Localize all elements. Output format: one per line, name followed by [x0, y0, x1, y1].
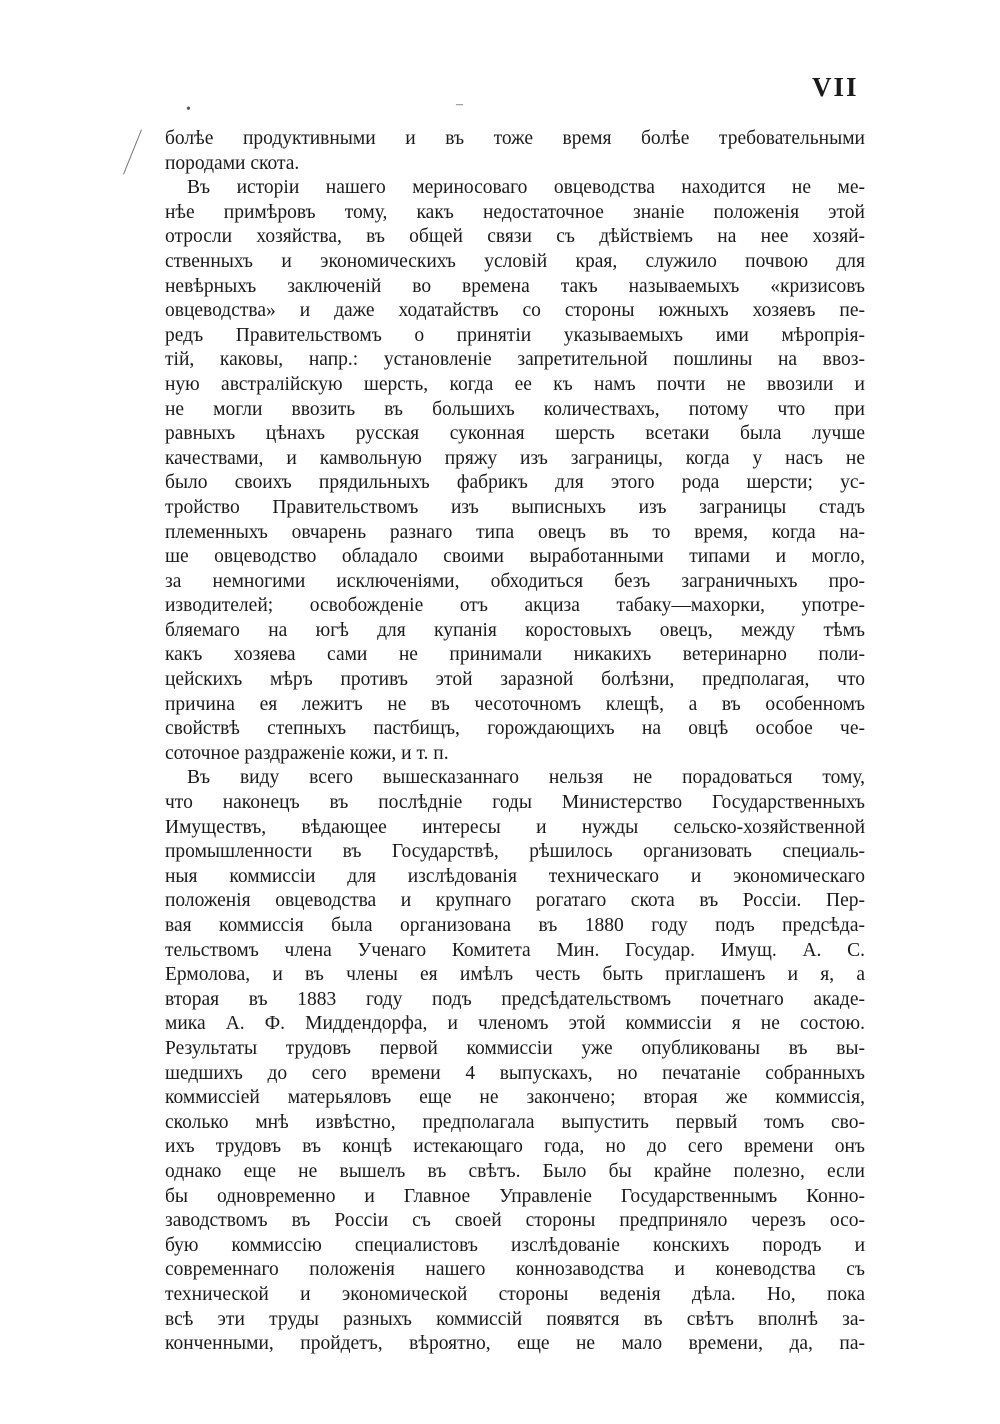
text-line: невѣрныхъ заключеній во времена такъ называемыхъ «кризисовъ: [165, 275, 865, 297]
text-line: ныя коммиссіи для изслѣдованія техническаго и экономическаго: [165, 865, 865, 887]
text-line: шедшихъ до сего времени 4 выпускахъ, но печатаніе собранныхъ: [165, 1062, 865, 1084]
margin-mark: [123, 130, 142, 175]
text-line: мика А. Ф. Миддендорфа, и членомъ этой коммиссіи я не состою.: [165, 1013, 865, 1035]
text-line: однако еще не вышелъ въ свѣтъ. Было бы крайне полезно, если: [165, 1160, 865, 1182]
text-line: качествами, и камвольную пряжу изъ заграницы, когда у насъ не: [165, 447, 865, 469]
text-line: заводствомъ въ Россіи съ своей стороны предприняло черезъ осо-: [165, 1210, 865, 1232]
text-line: что наконецъ въ послѣдніе годы Министерство Государственныхъ: [165, 792, 865, 814]
text-line: технической и экономической стороны веденія дѣла. Но, пока: [165, 1283, 865, 1305]
text-line: всѣ эти труды разныхъ коммиссій появятся въ свѣтъ вполнѣ за-: [165, 1308, 865, 1330]
text-line: тельствомъ члена Ученаго Комитета Мин. Государ. Имущ. А. С.: [165, 939, 865, 961]
text-line: Имуществъ, вѣдающее интересы и нужды сельско-хозяйственной: [165, 816, 865, 838]
text-line: тройство Правительствомъ изъ выписныхъ изъ заграницы стадъ: [165, 496, 865, 518]
text-line: соточное раздраженіе кожи, и т. п.: [165, 742, 449, 764]
margin-mark: –: [456, 97, 463, 112]
text-line: ихъ трудовъ въ концѣ истекающаго года, но до сего времени онъ: [165, 1136, 865, 1158]
text-line: отросли хозяйства, въ общей связи съ дѣйствіемъ на нее хозяй-: [165, 226, 865, 248]
text-line: не могли ввозить въ большихъ количествахъ, потому что при: [165, 398, 865, 420]
text-line: болѣе продуктивными и въ тоже время болѣе требовательными: [165, 128, 865, 149]
text-line: причина ея лежитъ не въ чесоточномъ клещѣ, а въ особенномъ: [165, 693, 865, 715]
text-line: цейскихъ мѣръ противъ этой заразной болѣзни, предполагая, что: [165, 669, 865, 691]
text-line: Ермолова, и въ члены ея имѣлъ честь быть приглашенъ и я, а: [165, 964, 865, 986]
text-line: тій, каковы, напр.: установленіе запретительной пошлины на ввоз-: [165, 349, 865, 371]
body-text: [165, 127, 865, 1357]
text-line: равныхъ цѣнахъ русская суконная шерсть всетаки была лучше: [165, 423, 865, 445]
text-line: редъ Правительствомъ о принятіи указываемыхъ ими мѣропрія-: [165, 324, 865, 346]
text-line: какъ хозяева сами не принимали никакихъ ветеринарно поли-: [165, 644, 865, 666]
text-line: положенія овцеводства и крупнаго рогатаго скота въ Россіи. Пер-: [165, 890, 865, 912]
text-line: племенныхъ овчарень разнаго типа овецъ въ то время, когда на-: [165, 521, 865, 543]
text-line: бляемаго на югѣ для купанія коростовыхъ овецъ, между тѣмъ: [165, 619, 865, 641]
text-line: Въ исторіи нашего мериносоваго овцеводства находится не ме-: [187, 177, 865, 199]
text-line: овцеводства» и даже ходатайствъ со стороны южныхъ хозяевъ пе-: [165, 300, 865, 322]
text-line: ную австралійскую шерсть, когда ее къ намъ почти не ввозили и: [165, 373, 865, 395]
text-line: современнаго положенія нашего коннозаводства и коневодства съ: [165, 1259, 865, 1281]
text-line: нѣе примѣровъ тому, какъ недостаточное знаніе положенія этой: [165, 201, 865, 223]
text-line: за немногими исключеніями, обходиться безъ заграничныхъ про-: [165, 570, 865, 592]
text-line: изводителей; освобожденіе отъ акциза табаку—махорки, употре-: [165, 595, 865, 617]
margin-mark: •: [186, 102, 191, 117]
text-line: бы одновременно и Главное Управленіе Государственнымъ Конно-: [165, 1185, 865, 1207]
text-line: промышленности въ Государствѣ, рѣшилось организовать специаль-: [165, 841, 865, 863]
text-line: породами скота.: [165, 152, 300, 174]
text-line: конченными, пройдетъ, вѣроятно, еще не мало времени, да, па-: [165, 1333, 865, 1355]
text-line: свойствѣ степныхъ пастбищъ, горождающихъ на овцѣ особое че-: [165, 718, 865, 740]
text-line: было своихъ прядильныхъ фабрикъ для этого рода шерсти; ус-: [165, 472, 865, 494]
text-line: вая коммиссія была организована въ 1880 году подъ предсѣда-: [165, 915, 865, 936]
text-line: сколько мнѣ извѣстно, предполагала выпустить первый томъ сво-: [165, 1111, 865, 1133]
text-line: вторая въ 1883 году подъ предсѣдательствомъ почетнаго акаде-: [165, 988, 865, 1010]
text-line: ше овцеводство обладало своими выработанными типами и могло,: [165, 546, 865, 568]
text-line: ственныхъ и экономическихъ условій края, служило почвою для: [165, 250, 865, 272]
text-line: бую коммиссію специалистовъ изслѣдованіе конскихъ породъ и: [165, 1234, 865, 1256]
page-number: VII: [812, 72, 859, 102]
text-line: Результаты трудовъ первой коммиссіи уже опубликованы въ вы-: [165, 1037, 865, 1059]
text-line: коммиссіей матерьяловъ еще не закончено; вторая же коммиссія,: [165, 1087, 865, 1109]
text-line: Въ виду всего вышесказаннаго нельзя не порадоваться тому,: [187, 767, 865, 789]
